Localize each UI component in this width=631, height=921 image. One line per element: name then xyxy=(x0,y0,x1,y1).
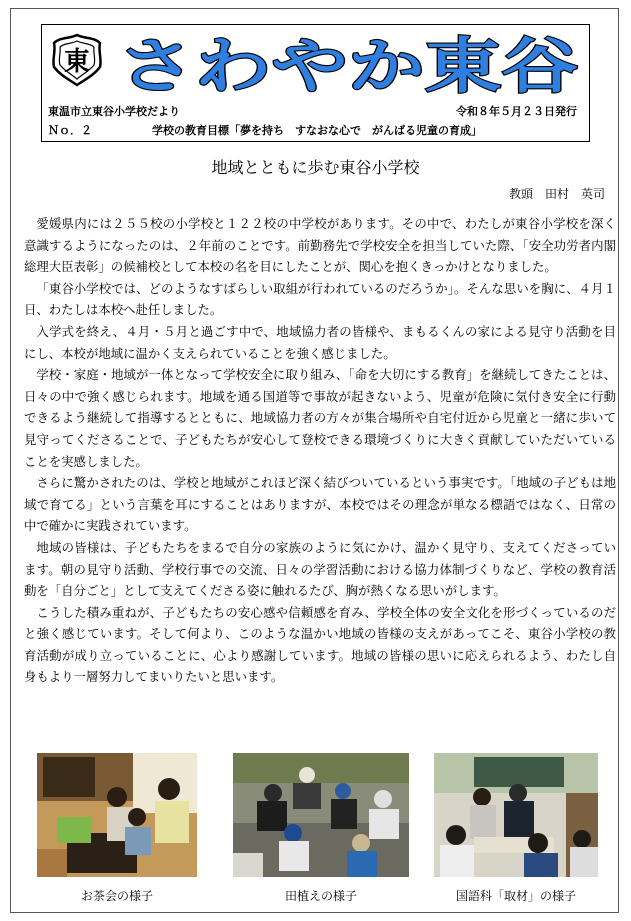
photo-tea-ceremony xyxy=(37,753,197,877)
newsletter-title xyxy=(112,27,582,97)
caption-interview-class: 国語科「取材」の様子 xyxy=(455,889,576,903)
paragraph: 入学式を終え、４月・５月と過ごす中で、地域協力者の皆様や、まもるくんの家による見守り活動を目にし、本校が地域に温かく支えられていることを強く感じました。 xyxy=(24,323,616,361)
photo-rice-planting xyxy=(233,753,409,877)
caption-rice-planting: 田植えの様子 xyxy=(284,889,357,903)
title-text: さわやか東谷 xyxy=(118,32,578,97)
issue-number: Ｎｏ．２ xyxy=(48,124,92,137)
paragraph: 学校・家庭・地域が一体となって学校安全に取り組み、「命を大切にする教育」を継続してきたことは、日々の中で強く感じられます。地域を通る国道等で事故が起きないよう、児童が危険に気付き安全に行動できるよう継続して指導するとともに、地域協力者の方々が集合場所や自宅付近から児童と一緒に歩いて見守ってくださることで、子どもたちが安心して登校できる環境づくりに大きく貢献していただいていることを実感しました。 xyxy=(24,367,616,469)
school-crest-icon xyxy=(50,33,104,87)
masthead xyxy=(41,24,590,142)
paragraph: さらに驚かされたのは、学校と地域がこれほど深く結びついているという事実です。「地域の子どもは地域で育てる」という言葉を耳にすることはありますが、本校ではその理念が単なる標語ではなく、日常の中で確かに実践されています。 xyxy=(24,475,616,534)
article-body xyxy=(24,213,616,688)
photo-interview-class xyxy=(434,753,598,877)
paragraph: こうした積み重ねが、子どもたちの安心感や信頼感を育み、学校全体の安全文化を形づくっているのだと強く感じています。そして何より、このような温かい地域の皆様の支えがあってこそ、東谷小学校の教育活動が成り立っていることに、心より感謝しています。地域の皆様の思いに応えられるよう、わたし自身もより一層努力してまいりたいと思います。 xyxy=(24,604,616,685)
education-goal: 学校の教育目標「夢を持ち すなおな心で がんばる児童の育成」 xyxy=(152,124,482,137)
issue-date: 令和８年５月２３日発行 xyxy=(456,105,577,118)
crest-character: 東 xyxy=(63,47,91,77)
paragraph: 「東谷小学校では、どのようなすばらしい取組が行われているのだろうか」。そんな思いを胸に、４月１日、わたしは本校へ赴任しました。 xyxy=(24,280,616,318)
article-author: 教頭 田村 英司 xyxy=(508,187,605,201)
paragraph: 地域の皆様は、子どもたちをまるで自分の家族のように気にかけ、温かく見守り、支えてくださっています。朝の見守り活動、学校行事での交流、日々の学習活動における協力体制づくりなど、学校の教育活動を「自分ごと」として支えてくださる姿に触れるたび、胸が熱くなる思いがします。 xyxy=(24,539,616,599)
caption-tea-ceremony: お茶会の様子 xyxy=(80,889,153,903)
school-name: 東温市立東谷小学校だより xyxy=(48,105,180,118)
paragraph: 愛媛県内には２５５校の小学校と１２２校の中学校があります。その中で、わたしが東谷小学校を深く意識するようになったのは、２年前のことです。前勤務先で学校安全を担当していた際、「安全功労者内閣総理大臣表彰」の候補校として本校の名を目にしたことが、関心を抱くきっかけとなりました。 xyxy=(24,216,616,275)
article-headline: 地域とともに歩む東谷小学校 xyxy=(211,158,420,177)
